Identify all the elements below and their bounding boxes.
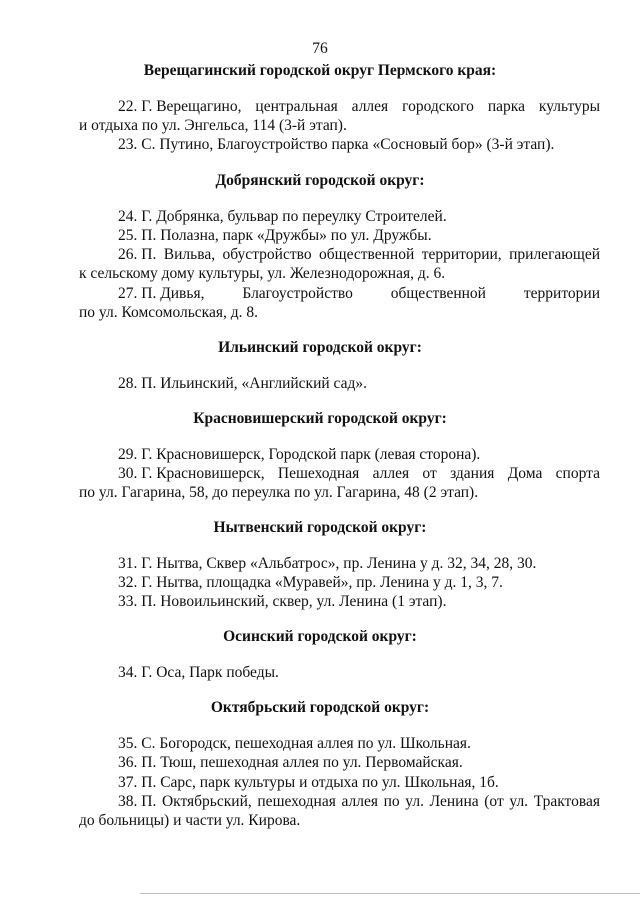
word: прилегающей (509, 246, 600, 263)
word: аллея (351, 98, 389, 115)
scan-edge-line (140, 893, 640, 894)
list-item-first-line (118, 465, 600, 483)
word: Пешеходная (277, 465, 360, 482)
list-item-continuation: по ул. Гагарина, 58, до переулка по ул. Гагарина, 48 (2 этап). (79, 484, 479, 501)
word: Ленина (429, 793, 479, 810)
word: Дома (507, 465, 543, 482)
word: Трактовая (533, 793, 600, 810)
list-item: 37. П. Сарс, парк культуры и отдыха по ул. Школьная, 1б. (118, 774, 499, 791)
word: 30. Г. Красновишерск, (118, 465, 265, 482)
list-item-continuation: и отдыха по ул. Энгельса, 114 (3-й этап). (79, 117, 347, 134)
list-item: 25. П. Полазна, парк «Дружбы» по ул. Дружбы. (118, 227, 432, 244)
list-item: 32. Г. Нытва, площадка «Муравей», пр. Ленина у д. 1, 3, 7. (118, 574, 503, 591)
section-heading: Верещагинский городской округ Пермского края: (143, 62, 497, 79)
section-heading: Осинский городской округ: (223, 628, 417, 645)
section-heading: Ильинский городской округ: (218, 339, 422, 356)
list-item: 23. С. Путино, Благоустройство парка «Сосновый бор» (3-й этап). (118, 136, 555, 153)
word: центральная (255, 98, 338, 115)
word: общественной (319, 246, 415, 263)
word: аллея (372, 465, 410, 482)
word: Вильва, (163, 246, 216, 263)
word: территории (523, 285, 600, 302)
word: культуры (538, 98, 600, 115)
word: Октябрьский, (161, 793, 252, 810)
section-heading: Красновишерский городской округ: (193, 410, 447, 427)
list-item: 33. П. Новоильинский, сквер, ул. Ленина (1 этап). (118, 593, 447, 610)
word: аллея (341, 793, 378, 810)
word: 26. П. (118, 246, 157, 263)
word: территории, (421, 246, 502, 263)
list-item-first-line (118, 793, 600, 811)
list-item-first-line (118, 285, 600, 303)
word: парка (487, 98, 525, 115)
word: ул. (509, 793, 529, 810)
list-item: 36. П. Тюш, пешеходная аллея по ул. Первомайская. (118, 754, 463, 771)
list-item: 28. П. Ильинский, «Английский сад». (118, 375, 367, 392)
word: ул. (405, 793, 424, 810)
section-heading: Нытвенский городской округ: (213, 519, 427, 536)
list-item-continuation: по ул. Комсомольская, д. 8. (79, 304, 258, 321)
word: городского (402, 98, 474, 115)
word: 22. Г. Верещагино, (118, 98, 242, 115)
list-item: 31. Г. Нытва, Сквер «Альбатрос», пр. Ленина у д. 32, 34, 28, 30. (118, 555, 537, 572)
list-item: 24. Г. Добрянка, бульвар по переулку Строителей. (118, 208, 447, 225)
word: пешеходная (257, 793, 336, 810)
list-item-first-line (118, 98, 600, 116)
page-number: 76 (312, 40, 328, 57)
word: от (422, 465, 437, 482)
word: Благоустройство (242, 285, 353, 302)
word: здания (450, 465, 495, 482)
word: спорта (555, 465, 600, 482)
word: (от (484, 793, 504, 810)
list-item: 35. С. Богородск, пешеходная аллея по ул. Школьная. (118, 735, 471, 752)
list-item-continuation: до больницы) и части ул. Кирова. (79, 812, 301, 829)
word: обустройство (222, 246, 312, 263)
list-item: 29. Г. Красновишерск, Городской парк (левая сторона). (118, 446, 481, 463)
list-item: 34. Г. Оса, Парк победы. (118, 664, 279, 681)
word: 38. П. (118, 793, 157, 810)
list-item-continuation: к сельскому дому культуры, ул. Железнодорожная, д. 6. (79, 265, 446, 282)
word: общественной (390, 285, 486, 302)
section-heading: Добрянский городской округ: (215, 172, 425, 189)
list-item-first-line (118, 246, 600, 264)
word: 27. П. Дивья, (118, 285, 205, 302)
section-heading: Октябрьский городской округ: (210, 699, 430, 716)
word: по (383, 793, 400, 810)
